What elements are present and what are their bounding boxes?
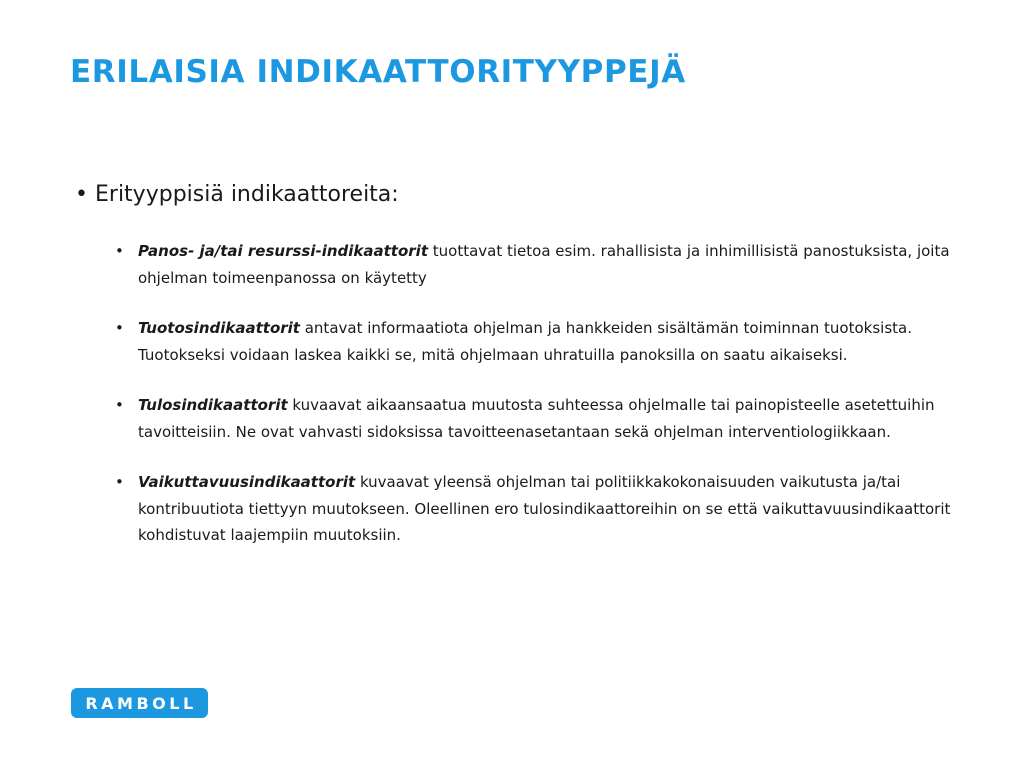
slide-title: ERILAISIA INDIKAATTORITYYPPEJÄ (70, 54, 686, 90)
item-term: Tulosindikaattorit (138, 396, 288, 414)
indicator-list (115, 238, 965, 573)
item-term: Tuotosindikaattorit (138, 319, 300, 337)
bullet-icon: • (115, 473, 124, 491)
item-text: kuvaavat aikaansaatua muutosta suhteessa ohjelmalle tai painopisteelle asetettuihin tavoitteisiin. Ne ovat vahvasti sidoksissa tavoitteenasetantaan sekä ohjelman interventiologiikkaan. (138, 396, 935, 441)
bullet-icon: • (115, 242, 124, 260)
item-term: Vaikuttavuusindikaattorit (138, 473, 356, 491)
logo-text: RAMBOLL (85, 693, 197, 713)
bullet-icon: • (115, 319, 124, 337)
item-term: Panos- ja/tai resurssi-indikaattorit (138, 242, 428, 260)
main-bullet-text: Erityyppisiä indikaattoreita: (95, 182, 399, 207)
list-item (115, 392, 965, 445)
item-text: antavat informaatiota ohjelman ja hankkeiden sisältämän toiminnan tuotoksista. Tuotokseksi voidaan laskea kaikki se, mitä ohjelmaan uhratuilla panoksilla on saatu aikaiseksi. (138, 319, 912, 364)
list-item (115, 315, 965, 368)
list-item (115, 469, 965, 549)
ramboll-logo (71, 688, 208, 718)
bullet-icon: • (75, 182, 88, 207)
list-item (115, 238, 965, 291)
item-text: tuottavat tietoa esim. rahallisista ja inhimillisistä panostuksista, joita ohjelman toimeenpanossa on käytetty (138, 242, 950, 287)
bullet-icon: • (115, 396, 124, 414)
main-bullet (75, 182, 399, 207)
item-text: kuvaavat yleensä ohjelman tai politiikkakokonaisuuden vaikutusta ja/tai kontribuutiota tiettyyn muutokseen. Oleellinen ero tulosindikaattoreihin on se että vaikuttavuusindikaattorit kohdistuvat laajempiin muutoksiin. (138, 473, 951, 544)
